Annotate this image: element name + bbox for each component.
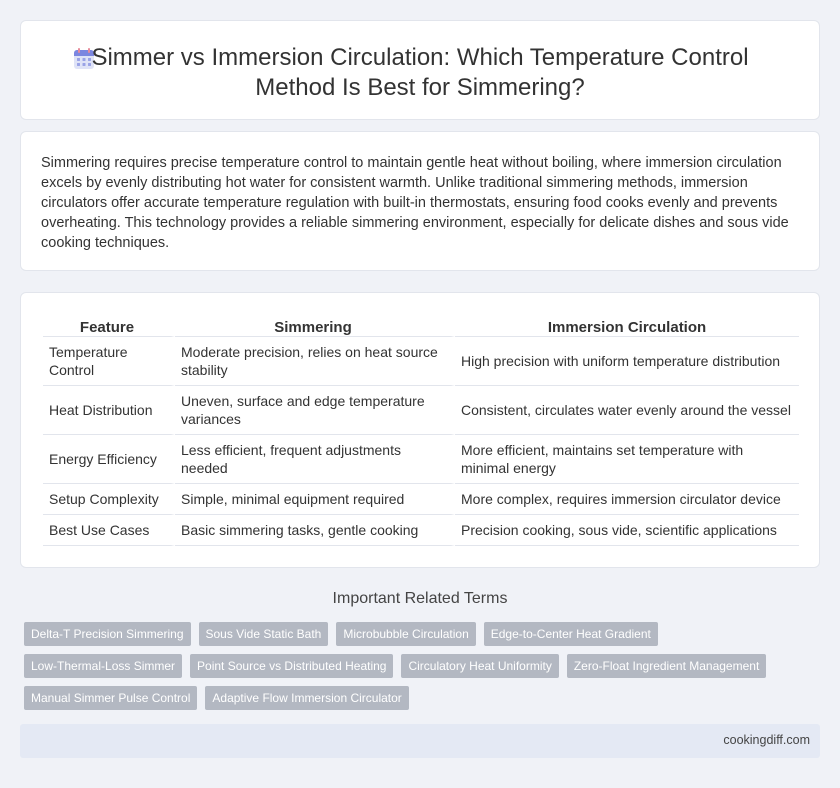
related-terms-title: Important Related Terms [332, 590, 508, 607]
cell-feature: Best Use Cases [43, 515, 175, 546]
table-row [43, 435, 799, 484]
tag-link[interactable]: Delta-T Precision Simmering [24, 622, 191, 646]
page-title-line1: Simmer vs Immersion Circulation: Which Temperature Control [91, 44, 749, 71]
header-feature: Feature [43, 315, 175, 337]
cell-feature: Setup Complexity [43, 484, 175, 515]
page-title [21, 43, 819, 103]
tag-link[interactable]: Zero-Float Ingredient Management [567, 654, 766, 678]
cell-feature: Heat Distribution [43, 386, 175, 435]
tag-row [24, 622, 814, 646]
tag-row [24, 654, 814, 678]
table-row [43, 386, 799, 435]
tag-link[interactable]: Microbubble Circulation [336, 622, 475, 646]
table-header-row [43, 315, 799, 337]
tag-link[interactable]: Low-Thermal-Loss Simmer [24, 654, 182, 678]
tag-link[interactable]: Point Source vs Distributed Heating [190, 654, 393, 678]
intro-paragraph: Simmering requires precise temperature control to maintain gentle heat without boiling, where immersion circulation excels by evenly distributing hot water for consistent warmth. Unlike traditional simmering methods, immersion circulators offer accurate temperature regulation with built-in thermostats, ensuring food cooks evenly and prevents overheating. This technology provides a reliable simmering environment, especially for delicate dishes and sous vide cooking techniques. [41, 155, 789, 251]
cell-simmering: Moderate precision, relies on heat source stability [175, 337, 455, 386]
tag-link[interactable]: Circulatory Heat Uniformity [401, 654, 558, 678]
related-terms-tags [24, 622, 814, 718]
footer-site-link[interactable]: cookingdiff.com [723, 733, 810, 747]
table-row [43, 484, 799, 515]
cell-simmering: Basic simmering tasks, gentle cooking [175, 515, 455, 546]
cell-immersion: Consistent, circulates water evenly around the vessel [455, 386, 799, 435]
tag-link[interactable]: Edge-to-Center Heat Gradient [484, 622, 658, 646]
cell-simmering: Uneven, surface and edge temperature variances [175, 386, 455, 435]
cell-immersion: More complex, requires immersion circulator device [455, 484, 799, 515]
table-row [43, 515, 799, 546]
page-title-line2: Method Is Best for Simmering? [255, 74, 585, 101]
header-immersion: Immersion Circulation [455, 315, 799, 337]
tag-link[interactable]: Sous Vide Static Bath [199, 622, 329, 646]
footer [20, 724, 820, 758]
tag-row [24, 686, 814, 710]
tag-link[interactable]: Adaptive Flow Immersion Circulator [205, 686, 408, 710]
cell-feature: Temperature Control [43, 337, 175, 386]
cell-immersion: More efficient, maintains set temperature with minimal energy [455, 435, 799, 484]
title-card [20, 20, 820, 120]
cell-simmering: Less efficient, frequent adjustments needed [175, 435, 455, 484]
comparison-table [43, 315, 799, 546]
cell-simmering: Simple, minimal equipment required [175, 484, 455, 515]
cell-immersion: High precision with uniform temperature distribution [455, 337, 799, 386]
header-simmering: Simmering [175, 315, 455, 337]
intro-card [20, 131, 820, 271]
comparison-card [20, 292, 820, 568]
cell-immersion: Precision cooking, sous vide, scientific applications [455, 515, 799, 546]
table-row [43, 337, 799, 386]
cell-feature: Energy Efficiency [43, 435, 175, 484]
tag-link[interactable]: Manual Simmer Pulse Control [24, 686, 197, 710]
